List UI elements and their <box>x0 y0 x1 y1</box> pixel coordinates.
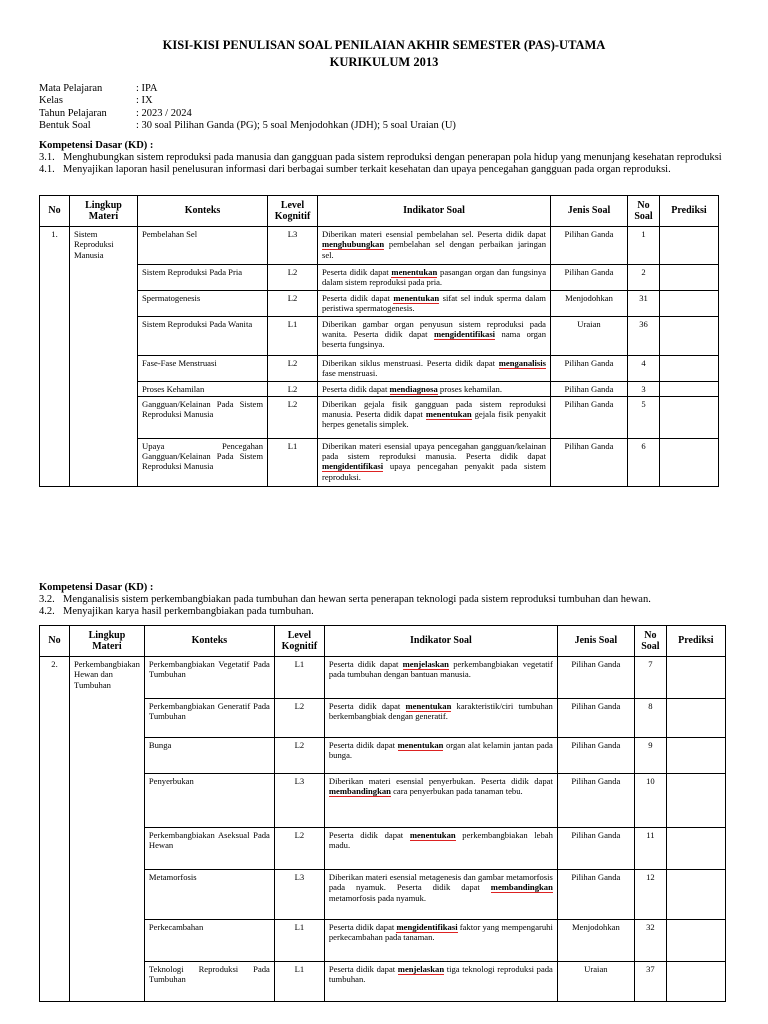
header-indikator-soal: Indikator Soal <box>318 196 551 227</box>
kd-item <box>39 164 729 176</box>
prediksi-cell <box>660 265 719 291</box>
prediksi-cell <box>660 227 719 265</box>
jenis-soal-cell: Pilihan Ganda <box>551 438 628 486</box>
table-row <box>40 355 719 381</box>
header-prediksi: Prediksi <box>666 626 725 657</box>
indikator-text: organ alat kelamin jantan pada bunga. <box>328 740 553 761</box>
prediksi-cell <box>666 828 725 870</box>
no-soal-cell: 7 <box>634 657 666 699</box>
konteks-cell: Perkembangbiakan Generatif Pada Tumbuhan <box>144 699 274 738</box>
indikator-soal-cell <box>318 316 551 355</box>
prediksi-cell <box>660 381 719 396</box>
indikator-text: pembelahan sel dengan perbaikan jaringan sel. <box>322 239 546 260</box>
kd-title: Kompetensi Dasar (KD) : <box>39 140 154 151</box>
indikator-text: Peserta didik dapat <box>328 964 398 974</box>
level-kognitif-cell: L1 <box>274 920 324 962</box>
kd-text: Menganalisis sistem perkembangbiakan pada tumbuhan dan hewan serta penerapan teknologi pada sistem reproduksi tumbuhan dan hewan. <box>63 594 651 605</box>
jenis-soal-cell: Pilihan Ganda <box>557 870 634 920</box>
operational-verb-keyword: mengidentifikasi <box>433 328 496 339</box>
lingkup-materi-cell: Sistem Reproduksi Manusia <box>70 227 138 487</box>
table-row <box>40 265 719 291</box>
operational-verb-keyword: menentukan <box>391 267 438 277</box>
meta-label: Mata Pelajaran <box>39 83 103 94</box>
level-kognitif-cell: L3 <box>268 227 318 265</box>
indikator-text: nama organ beserta fungsinya. <box>322 328 546 350</box>
indikator-text: proses kehamilan. <box>437 383 502 394</box>
meta-label: Tahun Pelajaran <box>39 107 107 119</box>
document-subtitle: KURIKULUM 2013 <box>329 55 439 69</box>
meta-row-form <box>39 120 456 132</box>
kd-number: 4.1. <box>39 164 55 175</box>
operational-verb-keyword: membandingkan <box>328 786 391 797</box>
prediksi-cell <box>660 355 719 381</box>
indikator-text: Peserta didik dapat <box>328 701 406 711</box>
konteks-cell: Perkembangbiakan Vegetatif Pada Tumbuhan <box>144 657 274 699</box>
lingkup-materi-cell: Perkembangbiakan Hewan dan Tumbuhan <box>70 657 145 1002</box>
operational-verb-keyword: menentukan <box>425 409 472 420</box>
prediksi-cell <box>660 396 719 438</box>
indikator-text: tiga teknologi reproduksi pada tumbuhan. <box>328 964 553 985</box>
no-soal-cell: 3 <box>628 381 660 396</box>
operational-verb-keyword: menjelaskan <box>397 964 445 974</box>
kd-section-2 <box>39 582 729 618</box>
operational-verb-keyword: menghubungkan <box>322 239 385 250</box>
level-kognitif-cell: L2 <box>268 396 318 438</box>
jenis-soal-cell: Pilihan Ganda <box>557 657 634 699</box>
no-soal-cell: 9 <box>634 738 666 774</box>
konteks-cell: Metamorfosis <box>144 870 274 920</box>
level-kognitif-cell: L2 <box>274 699 324 738</box>
jenis-soal-cell: Pilihan Ganda <box>557 774 634 828</box>
kd-number: 3.2. <box>39 594 55 605</box>
indikator-text: Peserta didik dapat <box>328 740 398 750</box>
level-kognitif-cell: L1 <box>274 962 324 1002</box>
no-soal-cell: 11 <box>634 828 666 870</box>
table-row <box>40 381 719 396</box>
kd-text: Menyajikan laporan hasil penelusuran informasi dari berbagai sumber terkait kesehatan dan upaya pencegahan gangguan pada organ reproduksi. <box>63 164 671 175</box>
level-kognitif-cell: L2 <box>274 738 324 774</box>
header-jenis-soal: Jenis Soal <box>551 196 628 227</box>
header-level-kognitif: Level Kognitif <box>268 196 318 227</box>
konteks-cell: Bunga <box>144 738 274 774</box>
indikator-soal-cell <box>318 265 551 291</box>
table-row <box>40 657 726 699</box>
kd-item <box>39 594 729 606</box>
operational-verb-keyword: menentukan <box>397 740 444 750</box>
indikator-text: Diberikan materi esensial penyerbukan. Peserta didik dapat <box>328 776 553 786</box>
table-row <box>40 227 719 265</box>
operational-verb-keyword: membandingkan <box>490 882 553 893</box>
prediksi-cell <box>666 962 725 1002</box>
no-soal-cell: 37 <box>634 962 666 1002</box>
table-header-row <box>40 196 719 227</box>
operational-verb-keyword: mengidentifikasi <box>396 922 458 932</box>
indikator-text: metamorfosis pada nyamuk. <box>328 892 427 903</box>
meta-row-subject <box>39 83 456 95</box>
prediksi-cell <box>660 291 719 317</box>
indikator-soal-cell <box>324 657 557 699</box>
konteks-cell: Upaya Pencegahan Gangguan/Kelainan Pada Sistem Reproduksi Manusia <box>138 438 268 486</box>
meta-value: : IPA <box>136 83 158 94</box>
indikator-text: Peserta didik dapat <box>328 830 410 840</box>
jenis-soal-cell: Pilihan Ganda <box>551 355 628 381</box>
indikator-soal-cell <box>318 227 551 265</box>
indikator-text: Diberikan gambar organ penyusun sistem reproduksi pada wanita. Peserta didik dapat <box>322 318 546 339</box>
document-meta <box>39 83 456 132</box>
indikator-text: Peserta didik dapat <box>328 922 397 932</box>
header-no-soal: No Soal <box>628 196 660 227</box>
indikator-text: perkembangbiakan lebah madu. <box>328 830 553 851</box>
operational-verb-keyword: mendiagnosa <box>389 383 438 394</box>
kd-item <box>39 606 729 618</box>
indikator-text: Peserta didik dapat <box>322 267 392 277</box>
konteks-cell: Gangguan/Kelainan Pada Sistem Reproduksi Manusia <box>138 396 268 438</box>
kd-title: Kompetensi Dasar (KD) : <box>39 582 154 593</box>
no-soal-cell: 8 <box>634 699 666 738</box>
indikator-soal-cell <box>318 291 551 317</box>
indikator-soal-cell <box>318 396 551 438</box>
indikator-soal-cell <box>324 962 557 1002</box>
indikator-text: perkembangbiakan vegetatif pada tumbuhan dengan bantuan manusia. <box>328 659 553 680</box>
indikator-text: karakteristik/ciri tumbuhan berkembangbiak dengan generatif. <box>328 701 553 722</box>
header-prediksi: Prediksi <box>660 196 719 227</box>
no-soal-cell: 5 <box>628 396 660 438</box>
indikator-soal-cell <box>318 438 551 486</box>
kd-number: 4.2. <box>39 606 55 617</box>
kd-text: Menghubungkan sistem reproduksi pada manusia dan gangguan pada sistem reproduksi dengan penerapan pola hidup yang menunjang kesehatan reproduksi <box>63 152 722 163</box>
level-kognitif-cell: L1 <box>268 438 318 486</box>
prediksi-cell <box>666 699 725 738</box>
header-indikator-soal: Indikator Soal <box>324 626 557 657</box>
jenis-soal-cell: Uraian <box>551 316 628 355</box>
header-jenis-soal: Jenis Soal <box>557 626 634 657</box>
no-soal-cell: 12 <box>634 870 666 920</box>
konteks-cell: Pembelahan Sel <box>138 227 268 265</box>
jenis-soal-cell: Pilihan Ganda <box>557 828 634 870</box>
header-no: No <box>40 626 70 657</box>
level-kognitif-cell: L2 <box>268 265 318 291</box>
kisi-kisi-table-1 <box>39 195 719 487</box>
indikator-text: Diberikan materi esensial metagenesis dan gambar metamorfosis pada nyamuk. Peserta didik dapat <box>328 872 553 893</box>
indikator-text: Diberikan materi esensial pembelahan sel. Peserta didik dapat <box>322 229 546 239</box>
no-soal-cell: 10 <box>634 774 666 828</box>
jenis-soal-cell: Pilihan Ganda <box>551 381 628 396</box>
header-no-soal: No Soal <box>634 626 666 657</box>
indikator-text: Diberikan gejala fisik gangguan pada sistem reproduksi manusia. Peserta didik dapat <box>322 398 546 420</box>
konteks-cell: Sistem Reproduksi Pada Wanita <box>138 316 268 355</box>
jenis-soal-cell: Pilihan Ganda <box>551 396 628 438</box>
no-soal-cell: 1 <box>628 227 660 265</box>
kd-section-1 <box>39 140 729 176</box>
prediksi-cell <box>666 657 725 699</box>
header-no: No <box>40 196 70 227</box>
header-konteks: Konteks <box>138 196 268 227</box>
indikator-soal-cell <box>324 920 557 962</box>
indikator-soal-cell <box>324 699 557 738</box>
jenis-soal-cell: Pilihan Ganda <box>551 265 628 291</box>
indikator-soal-cell <box>324 870 557 920</box>
no-soal-cell: 36 <box>628 316 660 355</box>
no-soal-cell: 32 <box>634 920 666 962</box>
indikator-soal-cell <box>318 355 551 381</box>
meta-label: Bentuk Soal <box>39 119 91 131</box>
prediksi-cell <box>666 870 725 920</box>
no-soal-cell: 4 <box>628 355 660 381</box>
level-kognitif-cell: L3 <box>274 870 324 920</box>
kisi-kisi-table-2 <box>39 625 726 1002</box>
no-soal-cell: 31 <box>628 291 660 317</box>
prediksi-cell <box>666 920 725 962</box>
konteks-cell: Proses Kehamilan <box>138 381 268 396</box>
table-body <box>40 657 726 1002</box>
row-number: 2. <box>40 657 70 1002</box>
meta-row-class <box>39 95 456 107</box>
operational-verb-keyword: menentukan <box>409 830 456 840</box>
row-number: 1. <box>40 227 70 487</box>
meta-value: : 2023 / 2024 <box>136 107 192 119</box>
operational-verb-keyword: menjelaskan <box>402 659 449 669</box>
konteks-cell: Fase-Fase Menstruasi <box>138 355 268 381</box>
level-kognitif-cell: L3 <box>274 774 324 828</box>
level-kognitif-cell: L1 <box>274 657 324 699</box>
konteks-cell: Sistem Reproduksi Pada Pria <box>138 265 268 291</box>
operational-verb-keyword: menganalisis <box>498 357 546 368</box>
operational-verb-keyword: menentukan <box>405 701 452 711</box>
no-soal-cell: 2 <box>628 265 660 291</box>
meta-label: Kelas <box>39 95 63 107</box>
level-kognitif-cell: L2 <box>274 828 324 870</box>
meta-value: : IX <box>136 95 153 107</box>
prediksi-cell <box>660 316 719 355</box>
operational-verb-keyword: menentukan <box>393 293 440 303</box>
table-header-row <box>40 626 726 657</box>
no-soal-cell: 6 <box>628 438 660 486</box>
jenis-soal-cell: Menjodohkan <box>557 920 634 962</box>
header-level-kognitif: Level Kognitif <box>274 626 324 657</box>
document-title: KISI-KISI PENULISAN SOAL PENILAIAN AKHIR SEMESTER (PAS)-UTAMA <box>162 38 606 52</box>
indikator-text: Peserta didik dapat <box>328 659 403 669</box>
indikator-text: Diberikan materi esensial upaya pencegahan gangguan/kelainan pada sistem reproduksi manusia. Peserta didik dapat <box>322 440 546 462</box>
jenis-soal-cell: Pilihan Ganda <box>557 738 634 774</box>
indikator-soal-cell <box>318 381 551 396</box>
indikator-text: sifat sel induk sperma dalam peristiwa spermatogenesis. <box>322 293 546 314</box>
kd-text: Menyajikan karya hasil perkembangbiakan pada tumbuhan. <box>63 606 314 617</box>
indikator-soal-cell <box>324 774 557 828</box>
level-kognitif-cell: L2 <box>268 291 318 317</box>
header-lingkup-materi: Lingkup Materi <box>70 196 138 227</box>
level-kognitif-cell: L2 <box>268 381 318 396</box>
jenis-soal-cell: Pilihan Ganda <box>557 699 634 738</box>
jenis-soal-cell: Pilihan Ganda <box>551 227 628 265</box>
indikator-text: faktor yang mempengaruhi perkecambahan pada tanaman. <box>328 922 553 943</box>
konteks-cell: Perkecambahan <box>144 920 274 962</box>
header-konteks: Konteks <box>144 626 274 657</box>
indikator-soal-cell <box>324 738 557 774</box>
indikator-text: fase menstruasi. <box>322 367 378 378</box>
table-body <box>40 227 719 487</box>
table-row <box>40 396 719 438</box>
kd-item <box>39 152 729 164</box>
indikator-text: cara penyerbukan pada tanaman tebu. <box>390 786 523 797</box>
konteks-cell: Teknologi Reproduksi Pada Tumbuhan <box>144 962 274 1002</box>
table-row <box>40 291 719 317</box>
operational-verb-keyword: mengidentifikasi <box>322 461 384 472</box>
prediksi-cell <box>660 438 719 486</box>
jenis-soal-cell: Menjodohkan <box>551 291 628 317</box>
table-row <box>40 316 719 355</box>
prediksi-cell <box>666 738 725 774</box>
indikator-text: Peserta didik dapat <box>322 293 394 303</box>
header-lingkup-materi: Lingkup Materi <box>70 626 145 657</box>
indikator-text: pasangan organ dan fungsinya dalam sistem reproduksi pada pria. <box>322 267 547 288</box>
indikator-text: upaya pencegahan penyakit pada sistem reproduksi. <box>322 461 546 482</box>
indikator-text: gejala fisik penyakit herpes genetalis simplek. <box>322 409 546 430</box>
indikator-soal-cell <box>324 828 557 870</box>
level-kognitif-cell: L2 <box>268 355 318 381</box>
meta-value: : 30 soal Pilihan Ganda (PG); 5 soal Menjodohkan (JDH); 5 soal Uraian (U) <box>136 119 456 131</box>
meta-row-year <box>39 108 456 120</box>
konteks-cell: Perkembangbiakan Aseksual Pada Hewan <box>144 828 274 870</box>
indikator-text: Diberikan siklus menstruasi. Peserta didik dapat <box>322 357 499 368</box>
konteks-cell: Penyerbukan <box>144 774 274 828</box>
jenis-soal-cell: Uraian <box>557 962 634 1002</box>
table-row <box>40 438 719 486</box>
kd-number: 3.1. <box>39 152 55 163</box>
level-kognitif-cell: L1 <box>268 316 318 355</box>
konteks-cell: Spermatogenesis <box>138 291 268 317</box>
prediksi-cell <box>666 774 725 828</box>
indikator-text: Peserta didik dapat <box>322 383 390 394</box>
